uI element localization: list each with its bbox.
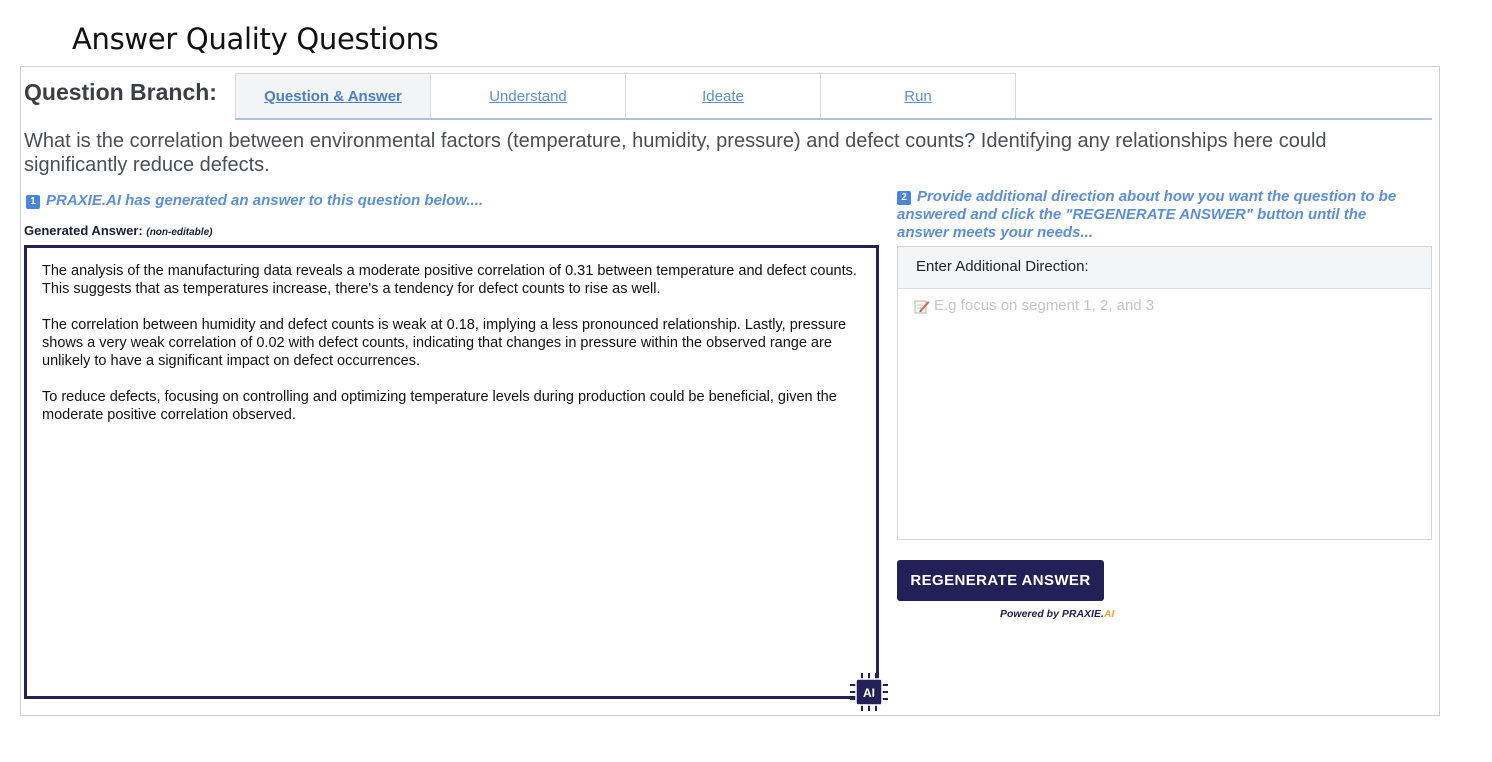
branch-tabs <box>235 73 1015 119</box>
step-2-heading <box>897 188 1397 242</box>
branch-label: Question Branch: <box>24 79 217 105</box>
ai-chip-label: AI <box>863 686 875 700</box>
answer-paragraph: The correlation between humidity and defect counts is weak at 0.18, implying a less pronounced relationship. Lastly, pressure shows a very weak correlation of 0.02 with defect counts, indicating that changes in pressure within the observed range are unlikely to have a significant impact on defect occurrences. <box>42 317 847 369</box>
ai-chip-icon <box>850 673 888 711</box>
regenerate-answer-button[interactable]: REGENERATE ANSWER <box>897 560 1104 601</box>
page-title: Answer Quality Questions <box>72 22 439 56</box>
answer-paragraph: To reduce defects, focusing on controlling and optimizing temperature levels during production could be beneficial, given the moderate positive correlation observed. <box>42 389 837 423</box>
step-1-badge: 1 <box>26 195 40 209</box>
tab-ideate[interactable]: Ideate <box>625 73 821 119</box>
pencil-icon <box>914 298 930 314</box>
powered-by <box>1000 608 1114 620</box>
tab-divider <box>235 118 1432 120</box>
step-2-text: Provide additional direction about how you want the question to be answered and click the "REGENERATE ANSWER" button until the answer meets your needs... <box>897 188 1397 241</box>
non-editable-note: (non-editable) <box>146 227 213 238</box>
step-2-badge: 2 <box>897 191 911 205</box>
answer-paragraph: The analysis of the manufacturing data reveals a moderate positive correlation of 0.31 between temperature and defect counts. This suggests that as temperatures increase, there's a tendency for defect counts to rise as well. <box>42 263 857 297</box>
direction-input[interactable] <box>898 289 1431 539</box>
step-1-heading <box>26 192 483 210</box>
generated-answer-box <box>24 245 879 699</box>
generated-answer-title: Generated Answer: <box>24 223 143 238</box>
tab-run[interactable]: Run <box>820 73 1016 119</box>
step-1-text: PRAXIE.AI has generated an answer to this question below.... <box>46 192 484 209</box>
direction-header: Enter Additional Direction: <box>898 247 1431 289</box>
powered-by-text: Powered by PRAXIE. <box>1000 608 1104 620</box>
question-panel <box>20 66 1440 716</box>
direction-box <box>897 246 1432 540</box>
tab-understand[interactable]: Understand <box>430 73 626 119</box>
question-text: What is the correlation between environmental factors (temperature, humidity, pressure) and defect counts? Identifying any relationships here could significantly reduce defects. <box>24 130 1327 176</box>
tab-question-answer[interactable]: Question & Answer <box>235 73 431 119</box>
generated-answer-label <box>24 223 212 238</box>
powered-by-accent: AI <box>1103 608 1115 620</box>
